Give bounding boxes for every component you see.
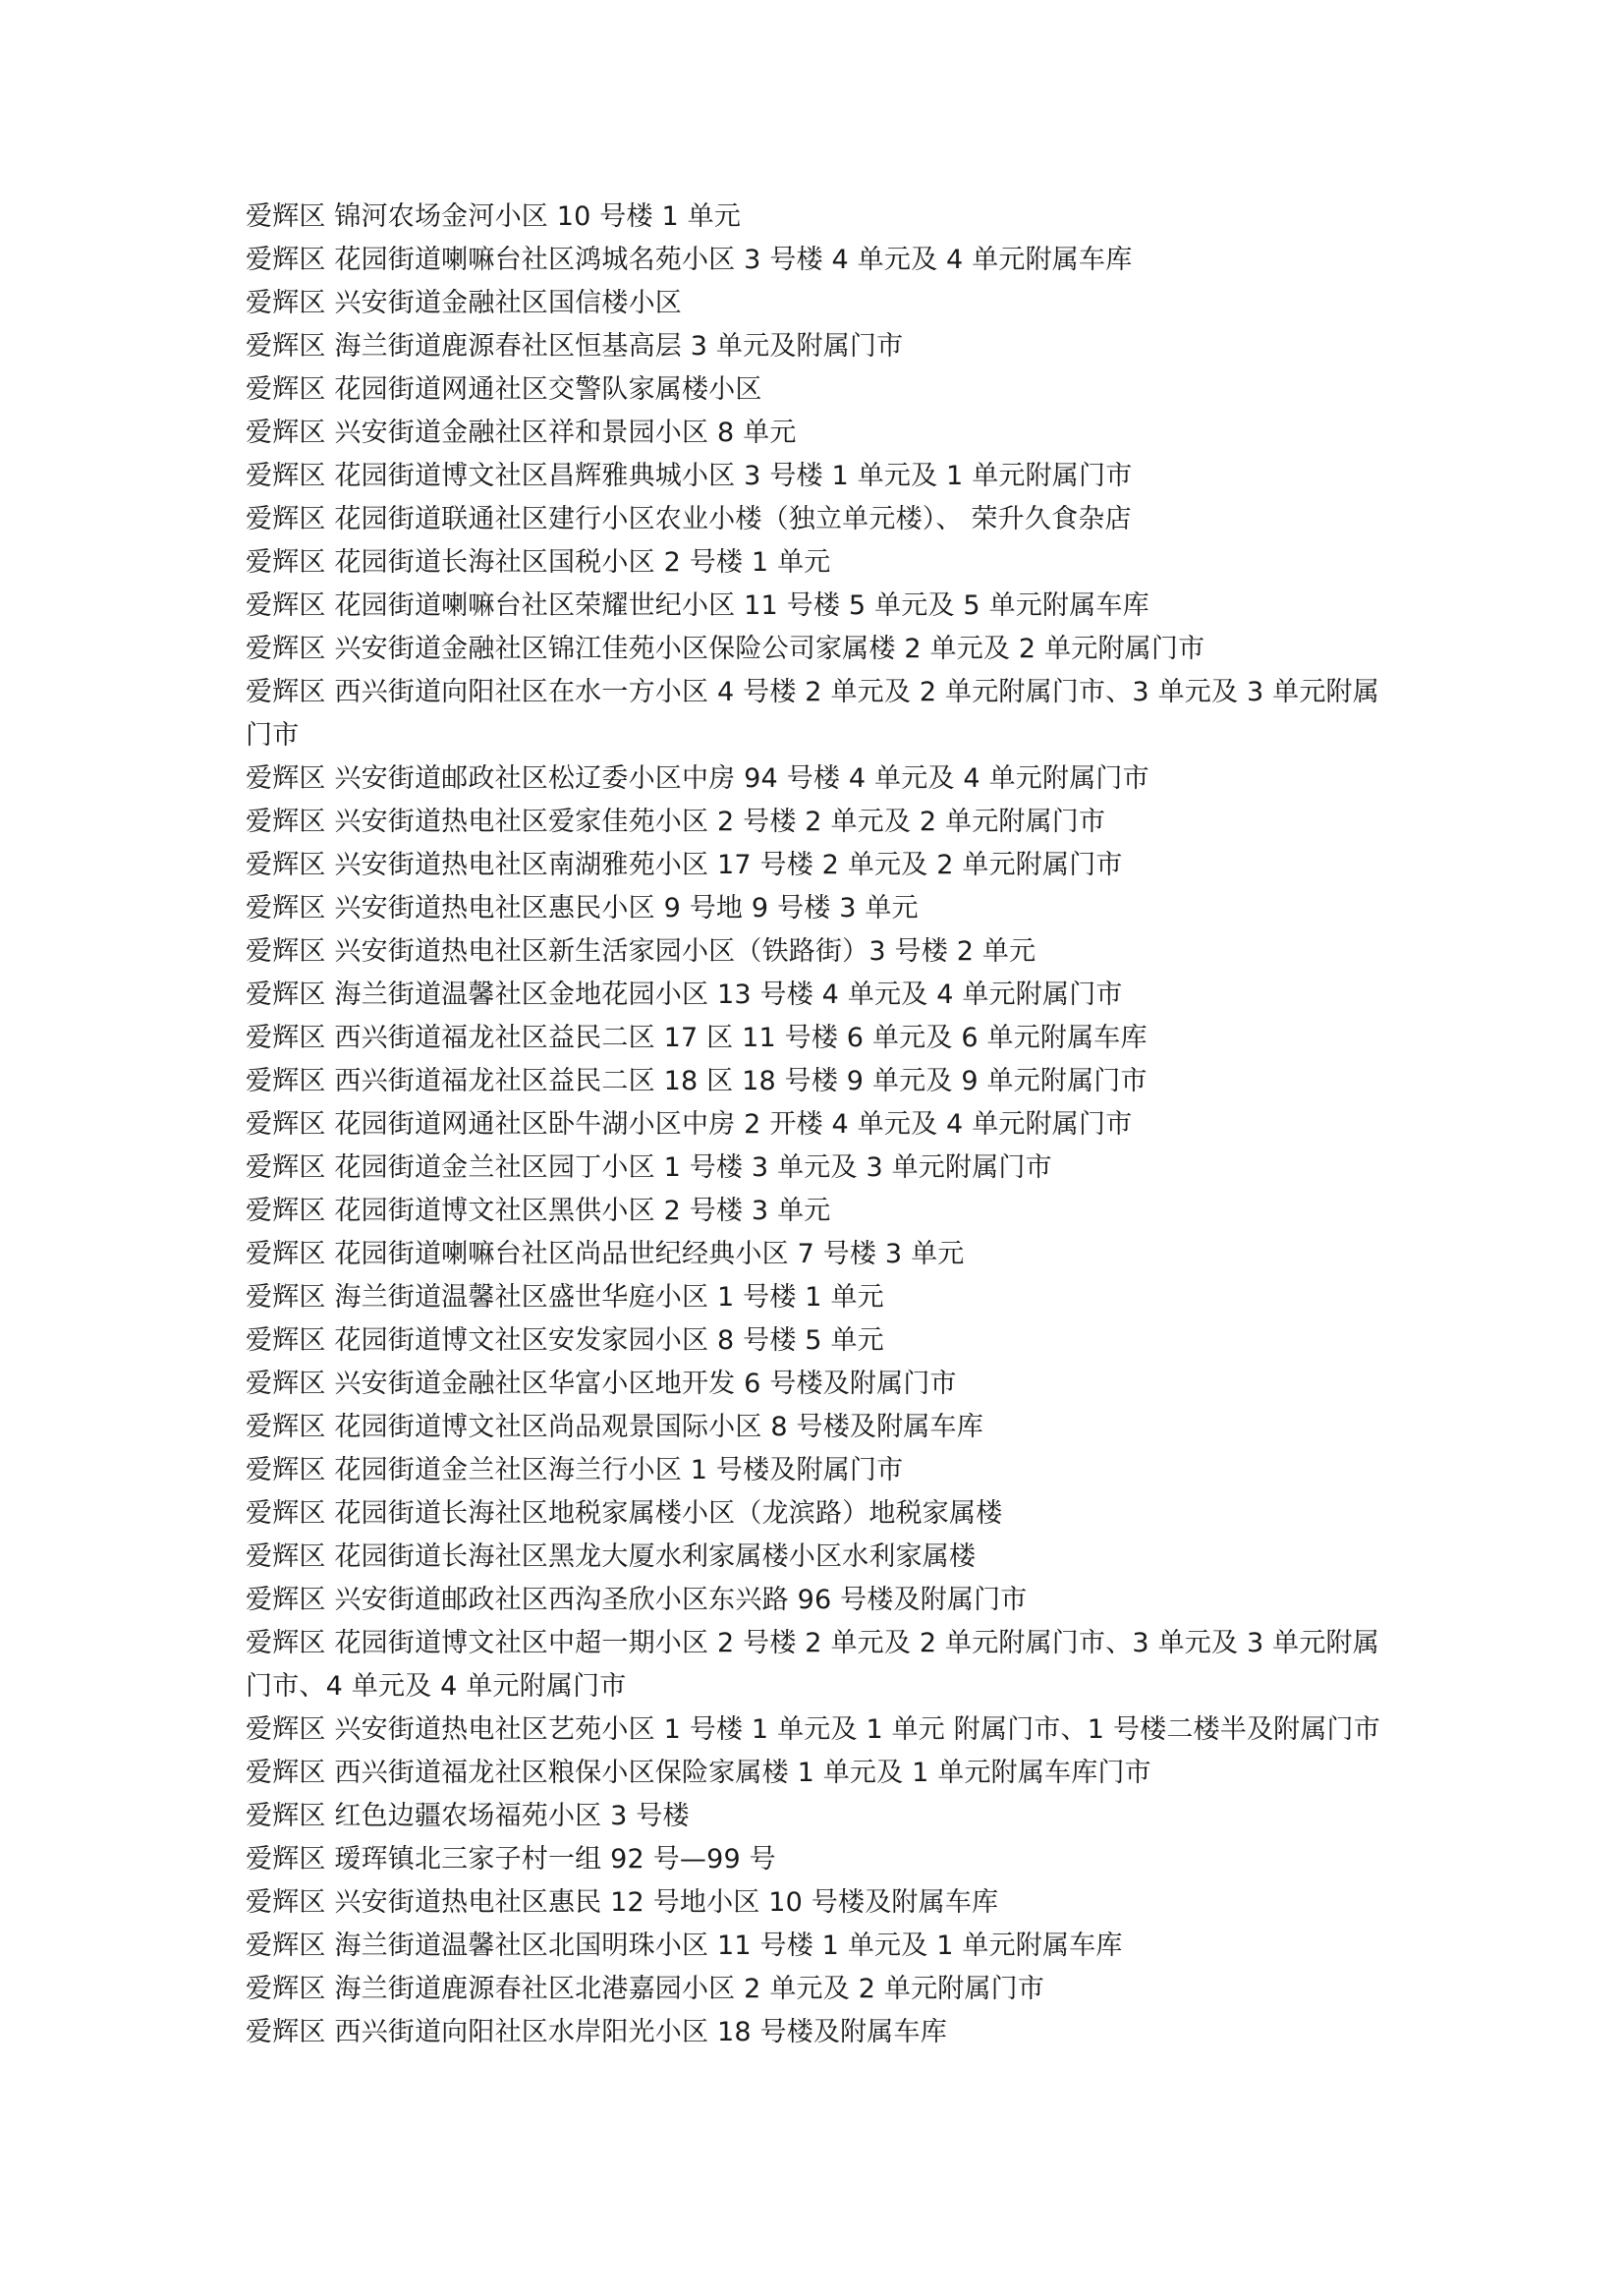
list-item: 爱辉区 兴安街道邮政社区松辽委小区中房 94 号楼 4 单元及 4 单元附属门市 [246, 763, 1149, 794]
list-item: 爱辉区 兴安街道热电社区艺苑小区 1 号楼 1 单元及 1 单元 附属门市、1 号楼二楼半及附属门市 [246, 1714, 1380, 1745]
list-item: 爱辉区 兴安街道金融社区华富小区地开发 6 号楼及附属门市 [246, 1369, 957, 1399]
list-item: 爱辉区 海兰街道温馨社区盛世华庭小区 1 号楼 1 单元 [246, 1282, 884, 1313]
list-item: 爱辉区 花园街道联通社区建行小区农业小楼（独立单元楼）、 荣升久食杂店 [246, 504, 1132, 534]
list-item: 爱辉区 兴安街道热电社区惠民小区 9 号地 9 号楼 3 单元 [246, 893, 919, 924]
list-item: 爱辉区 兴安街道热电社区南湖雅苑小区 17 号楼 2 单元及 2 单元附属门市 [246, 850, 1123, 880]
list-item: 爱辉区 锦河农场金河小区 10 号楼 1 单元 [246, 201, 742, 232]
list-item: 爱辉区 花园街道网通社区交警队家属楼小区 [246, 374, 762, 405]
list-item: 爱辉区 海兰街道温馨社区金地花园小区 13 号楼 4 单元及 4 单元附属门市 [246, 980, 1123, 1010]
list-item: 爱辉区 花园街道长海社区黑龙大厦水利家属楼小区水利家属楼 [246, 1541, 977, 1572]
list-item: 爱辉区 海兰街道温馨社区北国明珠小区 11 号楼 1 单元及 1 单元附属车库 [246, 1931, 1123, 1961]
list-item: 爱辉区 兴安街道热电社区爱家佳苑小区 2 号楼 2 单元及 2 单元附属门市 [246, 807, 1106, 837]
list-item: 爱辉区 红色边疆农场福苑小区 3 号楼 [246, 1801, 690, 1831]
list-item: 爱辉区 花园街道喇嘛台社区鸿城名苑小区 3 号楼 4 单元及 4 单元附属车库 [246, 245, 1133, 275]
address-list [246, 196, 1400, 2054]
list-item: 爱辉区 兴安街道金融社区祥和景园小区 8 单元 [246, 418, 797, 448]
list-item: 爱辉区 西兴街道福龙社区益民二区 17 区 11 号楼 6 单元及 6 单元附属车库 [246, 1023, 1148, 1053]
list-item: 爱辉区 兴安街道热电社区新生活家园小区（铁路街）3 号楼 2 单元 [246, 936, 1036, 967]
list-item: 爱辉区 兴安街道热电社区惠民 12 号地小区 10 号楼及附属车库 [246, 1887, 999, 1918]
list-item: 爱辉区 花园街道长海社区国税小区 2 号楼 1 单元 [246, 547, 831, 578]
list-item: 爱辉区 花园街道长海社区地税家属楼小区（龙滨路）地税家属楼 [246, 1498, 1003, 1529]
list-item: 爱辉区 兴安街道金融社区国信楼小区 [246, 288, 682, 318]
list-item: 爱辉区 花园街道博文社区尚品观景国际小区 8 号楼及附属车库 [246, 1412, 983, 1442]
list-item: 爱辉区 花园街道金兰社区园丁小区 1 号楼 3 单元及 3 单元附属门市 [246, 1152, 1052, 1183]
list-item: 爱辉区 花园街道金兰社区海兰行小区 1 号楼及附属门市 [246, 1455, 904, 1485]
list-item: 爱辉区 花园街道博文社区安发家园小区 8 号楼 5 单元 [246, 1325, 884, 1356]
list-item: 爱辉区 花园街道喇嘛台社区荣耀世纪小区 11 号楼 5 单元及 5 单元附属车库 [246, 590, 1149, 621]
list-item: 爱辉区 花园街道博文社区中超一期小区 2 号楼 2 单元及 2 单元附属门市、3 单元及 3 单元附属门市、4 单元及 4 单元附属门市 [246, 1628, 1379, 1702]
list-item: 爱辉区 西兴街道向阳社区在水一方小区 4 号楼 2 单元及 2 单元附属门市、3 单元及 3 单元附属门市 [246, 677, 1379, 751]
list-item: 爱辉区 西兴街道福龙社区益民二区 18 区 18 号楼 9 单元及 9 单元附属门市 [246, 1066, 1148, 1096]
list-item: 爱辉区 花园街道博文社区昌辉雅典城小区 3 号楼 1 单元及 1 单元附属门市 [246, 461, 1133, 491]
list-item: 爱辉区 花园街道博文社区黑供小区 2 号楼 3 单元 [246, 1196, 831, 1226]
list-item: 爱辉区 海兰街道鹿源春社区北港嘉园小区 2 单元及 2 单元附属门市 [246, 1974, 1045, 2004]
list-item: 爱辉区 花园街道网通社区卧牛湖小区中房 2 开楼 4 单元及 4 单元附属门市 [246, 1109, 1133, 1140]
list-item: 爱辉区 花园街道喇嘛台社区尚品世纪经典小区 7 号楼 3 单元 [246, 1239, 965, 1269]
list-item: 爱辉区 海兰街道鹿源春社区恒基高层 3 单元及附属门市 [246, 331, 904, 362]
list-item: 爱辉区 兴安街道金融社区锦江佳苑小区保险公司家属楼 2 单元及 2 单元附属门市 [246, 634, 1205, 664]
list-item: 爱辉区 兴安街道邮政社区西沟圣欣小区东兴路 96 号楼及附属门市 [246, 1585, 1028, 1615]
list-item: 爱辉区 西兴街道福龙社区粮保小区保险家属楼 1 单元及 1 单元附属车库门市 [246, 1758, 1151, 1788]
list-item: 爱辉区 瑷珲镇北三家子村一组 92 号—99 号 [246, 1844, 776, 1875]
list-item: 爱辉区 西兴街道向阳社区水岸阳光小区 18 号楼及附属车库 [246, 2017, 947, 2047]
